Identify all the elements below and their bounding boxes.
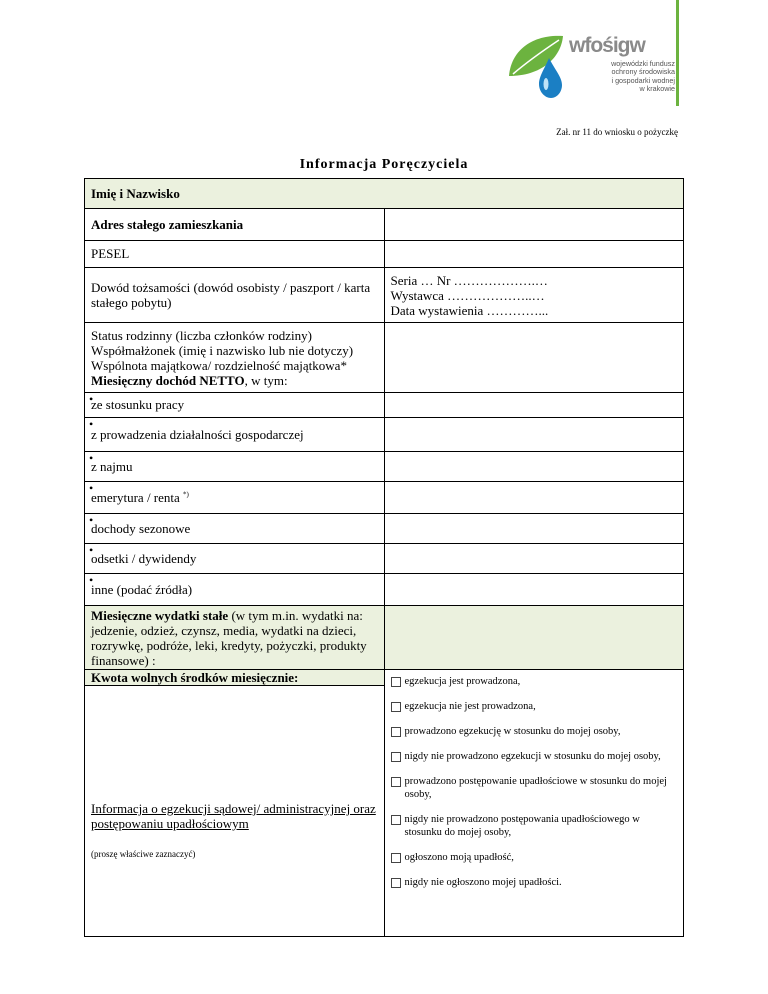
income-value-field[interactable] bbox=[384, 393, 684, 418]
income-row bbox=[85, 452, 684, 482]
logo-line: i gospodarki wodnej bbox=[611, 75, 675, 85]
income-label-bold: Miesięczny dochód NETTO bbox=[91, 372, 245, 388]
logo-subtitle bbox=[581, 60, 675, 94]
checkbox-icon[interactable] bbox=[391, 702, 401, 712]
header-rule bbox=[676, 0, 679, 106]
income-row bbox=[85, 544, 684, 574]
enforcement-hint: (proszę właściwe zaznaczyć) bbox=[91, 849, 196, 859]
income-row bbox=[85, 514, 684, 544]
income-row bbox=[85, 482, 684, 514]
income-value-field[interactable] bbox=[384, 544, 684, 574]
checkbox-icon[interactable] bbox=[391, 777, 401, 787]
income-item: • ze stosunku pracy bbox=[85, 393, 385, 418]
enforcement-option[interactable] bbox=[385, 675, 678, 688]
income-value-field[interactable] bbox=[384, 418, 684, 452]
expenses-label-rest: (w tym m.in. wydatki na: jedzenie, odzież, czynsz, media, wydatki na dzieci, rozrywkę, podróże, leki, kredyty, pożyczki, produkty finansowe) : bbox=[91, 608, 367, 668]
option-label: egzekucja jest prowadzona, bbox=[404, 676, 521, 687]
enforcement-label: Informacja o egzekucji sądowej/ administracyjnej oraz postępowaniu upadłościowym bbox=[91, 801, 376, 831]
logo-wordmark: wfośigw bbox=[569, 34, 645, 57]
logo-line: ochrony środowiska bbox=[611, 67, 675, 77]
page-title: Informacja Poręczyciela bbox=[299, 157, 469, 172]
income-item: • dochody sezonowe bbox=[85, 514, 385, 544]
enforcement-option[interactable] bbox=[385, 700, 678, 713]
income-item: • inne (podać źródła) bbox=[85, 574, 385, 606]
enforcement-option[interactable] bbox=[385, 725, 678, 738]
income-item-text: emerytura / renta bbox=[91, 489, 180, 505]
expenses-label bbox=[85, 606, 385, 670]
enforcement-options bbox=[384, 670, 684, 937]
family-status-label: Status rodzinny (liczba członków rodziny) bbox=[91, 327, 312, 343]
form-row-free-funds bbox=[85, 670, 684, 686]
leaf-drop-icon bbox=[505, 28, 575, 100]
option-label: prowadzono postępowanie upadłościowe w stosunku do mojej osoby, bbox=[404, 776, 667, 800]
option-label: prowadzono egzekucję w stosunku do mojej osoby, bbox=[404, 726, 621, 737]
pesel-label: PESEL bbox=[85, 241, 385, 268]
name-label: Imię i Nazwisko bbox=[85, 179, 684, 209]
logo-line: wojewódzki fundusz bbox=[611, 59, 675, 68]
attachment-note: Zał. nr 11 do wniosku o pożyczkę bbox=[556, 127, 678, 137]
enforcement-label-cell bbox=[85, 686, 385, 937]
option-label: egzekucja nie jest prowadzona, bbox=[404, 701, 536, 712]
income-value-field[interactable] bbox=[384, 482, 684, 514]
family-income-field[interactable] bbox=[384, 323, 684, 393]
income-label bbox=[91, 373, 378, 388]
income-row bbox=[85, 393, 684, 418]
option-label: nigdy nie prowadzono egzekucji w stosunku do mojej osoby, bbox=[404, 751, 661, 762]
id-series-field: Seria … Nr ……………….… bbox=[390, 272, 548, 288]
option-label: nigdy nie prowadzono postępowania upadłościowego w stosunku do mojej osoby, bbox=[404, 814, 640, 838]
income-value-field[interactable] bbox=[384, 514, 684, 544]
income-row bbox=[85, 418, 684, 452]
expenses-label-bold: Miesięczne wydatki stałe bbox=[91, 608, 229, 623]
income-value-field[interactable] bbox=[384, 574, 684, 606]
id-issue-date-field: Data wystawienia …………... bbox=[390, 302, 549, 318]
footnote-marker: *) bbox=[183, 490, 189, 499]
address-label: Adres stałego zamieszkania bbox=[85, 209, 385, 241]
address-field[interactable] bbox=[384, 209, 684, 241]
income-row bbox=[85, 574, 684, 606]
income-item bbox=[85, 482, 385, 514]
checkbox-icon[interactable] bbox=[391, 677, 401, 687]
checkbox-icon[interactable] bbox=[391, 853, 401, 863]
income-value-field[interactable] bbox=[384, 452, 684, 482]
form-row-name bbox=[85, 179, 684, 209]
income-label-rest: , w tym: bbox=[244, 372, 288, 388]
option-label: ogłoszono moją upadłość, bbox=[404, 852, 514, 863]
checkbox-icon[interactable] bbox=[391, 752, 401, 762]
pesel-field[interactable] bbox=[384, 241, 684, 268]
wfosigw-logo bbox=[505, 28, 675, 100]
form-row-expenses bbox=[85, 606, 684, 670]
id-document-fields[interactable] bbox=[384, 268, 684, 323]
expenses-field[interactable] bbox=[384, 606, 684, 670]
guarantor-form bbox=[84, 178, 684, 937]
option-label: nigdy nie ogłoszono mojej upadłości. bbox=[404, 877, 562, 888]
checkbox-icon[interactable] bbox=[391, 878, 401, 888]
free-funds-label: Kwota wolnych środków miesięcznie: bbox=[85, 670, 385, 686]
form-row-id-document bbox=[85, 268, 684, 323]
id-issuer-field: Wystawca ………………..… bbox=[390, 287, 545, 303]
income-item: • odsetki / dywidendy bbox=[85, 544, 385, 574]
enforcement-option[interactable] bbox=[385, 851, 678, 864]
family-income-labels bbox=[85, 323, 385, 393]
id-document-label: Dowód tożsamości (dowód osobisty / paszport / karta stałego pobytu) bbox=[85, 268, 385, 323]
enforcement-option[interactable] bbox=[385, 750, 678, 763]
logo-line: w krakowie bbox=[639, 84, 675, 94]
income-item: • z prowadzenia działalności gospodarczej bbox=[85, 418, 385, 452]
checkbox-icon[interactable] bbox=[391, 815, 401, 825]
enforcement-option[interactable] bbox=[385, 775, 678, 801]
checkbox-icon[interactable] bbox=[391, 727, 401, 737]
income-item: • z najmu bbox=[85, 452, 385, 482]
form-row-pesel bbox=[85, 241, 684, 268]
form-row-address bbox=[85, 209, 684, 241]
enforcement-option[interactable] bbox=[385, 876, 678, 889]
property-label: Wspólnota majątkowa/ rozdzielność majątkowa* bbox=[91, 357, 347, 373]
form-row-family-income bbox=[85, 323, 684, 393]
spouse-label: Współmałżonek (imię i nazwisko lub nie dotyczy) bbox=[91, 342, 354, 358]
enforcement-option[interactable] bbox=[385, 813, 678, 839]
